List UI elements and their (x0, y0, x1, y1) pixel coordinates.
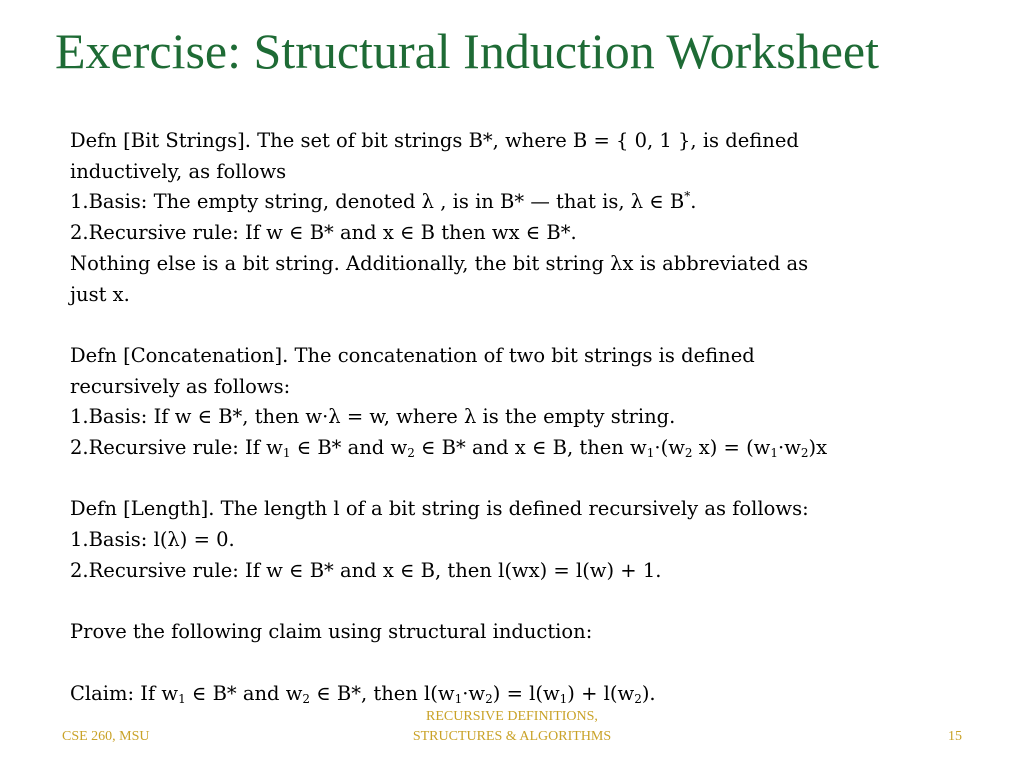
body-line: Prove the following claim using structural induction: (70, 620, 593, 644)
subscript: 1 (770, 446, 779, 461)
paragraph-gap (70, 648, 970, 679)
paragraph-gap (70, 310, 970, 341)
body-line: Defn [Length]. The length l of a bit string is defined recursively as follows: (70, 497, 809, 521)
subscript: 1 (646, 446, 655, 461)
body-line: just x. (70, 282, 130, 306)
body-line: 1.Basis: The empty string, denoted λ , is in B* — that is, λ ∈ B*. (70, 189, 697, 214)
body-line: Claim: If $w_1$ ∈ B* and $w_2$ ∈ B*, then $l(w_1\cdot w_2) = l(w_1) + l(w_2)$. (70, 681, 656, 706)
body-line: inductively, as follows (70, 159, 287, 183)
footer-section-title (362, 707, 662, 747)
slide-title: Exercise: Structural Induction Worksheet (55, 23, 879, 79)
subscript: 1 (178, 691, 186, 706)
body-line: Nothing else is a bit string. Additionally, the bit string λx is abbreviated as (70, 251, 809, 275)
subscript: 1 (454, 691, 463, 706)
body-line: 1.Basis: l(λ) = 0. (70, 528, 235, 552)
slide-body (70, 126, 970, 709)
paragraph-gap (70, 587, 970, 618)
body-line: 2.Recursive rule: If w ∈ B* and x ∈ B then wx ∈ B*. (70, 221, 577, 245)
body-line: 1.Basis: If w ∈ B*, then w·λ = w, where λ is the empty string. (70, 405, 676, 429)
page-number: 15 (948, 729, 962, 744)
body-line: recursively as follows: (70, 374, 291, 398)
subscript: 1 (282, 446, 291, 461)
subscript: 2 (684, 446, 693, 461)
subscript: 2 (485, 691, 493, 706)
body-line: 2.Recursive rule: If w ∈ B* and x ∈ B, then l(wx) = l(w) + 1. (70, 558, 662, 582)
subscript: 1 (559, 691, 568, 706)
subscript: 2 (407, 446, 415, 461)
body-line: Defn [Bit Strings]. The set of bit strings B*, where B = { 0, 1 }, is defined (70, 129, 799, 152)
footer-course: CSE 260, MSU (62, 729, 150, 744)
subscript: 2 (634, 691, 642, 706)
footer-section-line-2: STRUCTURES & ALGORITHMS (412, 729, 612, 744)
body-line: Defn [Concatenation]. The concatenation of two bit strings is defined (70, 343, 755, 367)
footer-section-line-1: RECURSIVE DEFINITIONS, (426, 709, 598, 724)
superscript: * (684, 189, 691, 204)
subscript: 2 (800, 446, 809, 461)
paragraph-gap (70, 464, 970, 495)
body-line: 2.Recursive rule: If $w_1$ ∈ B* and $w_2$ ∈ B* and x ∈ B, then $w_1\cdot(w_2$ $x) = (w_1\cdot w_2)x$ (70, 436, 828, 461)
subscript: 2 (302, 691, 311, 706)
